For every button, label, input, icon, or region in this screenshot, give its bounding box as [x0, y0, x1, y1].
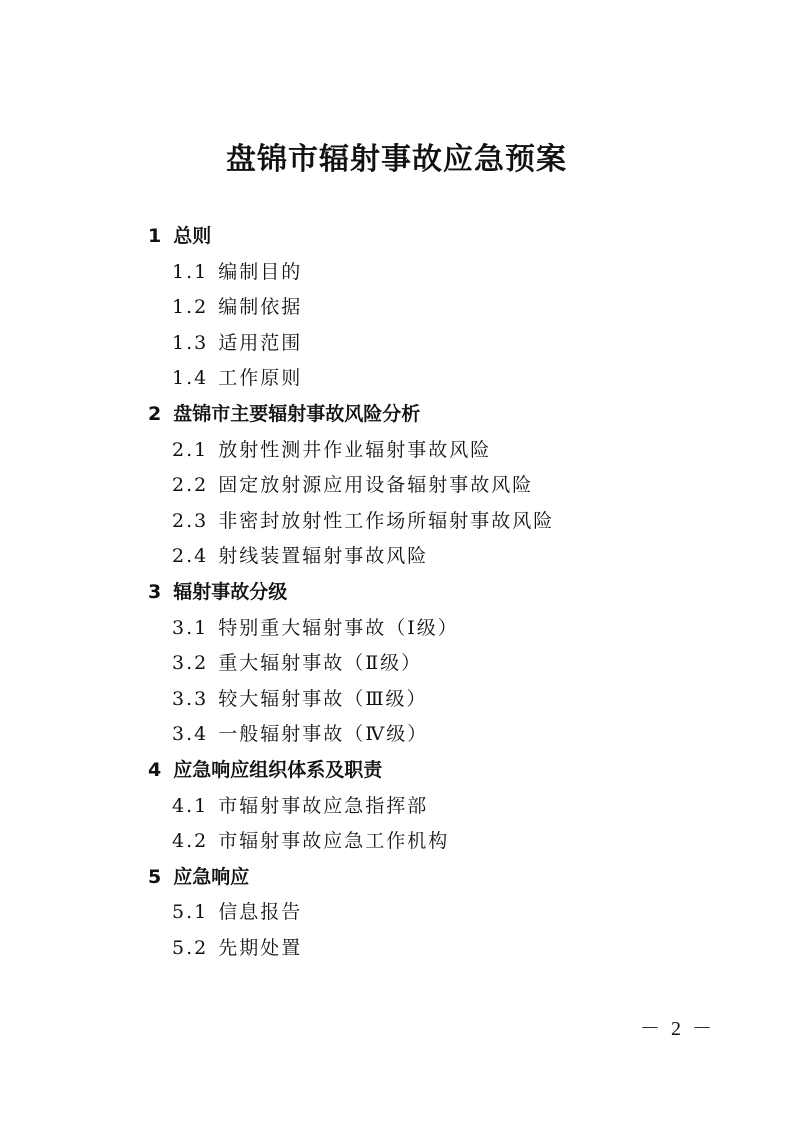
- page-number: － 2 －: [640, 1018, 715, 1040]
- toc-section-5-2: [0, 931, 793, 967]
- toc-section-label: 先期处置: [218, 936, 303, 959]
- toc-section-1-3: [0, 326, 793, 362]
- toc-section-label: 放射性测井作业辐射事故风险: [218, 438, 492, 461]
- toc-section-number: 2.1: [172, 438, 209, 461]
- toc-section-5-1: [0, 895, 793, 931]
- toc-chapter-number: 3: [148, 580, 162, 603]
- toc-chapter-5: [0, 860, 793, 896]
- toc-chapter-4: [0, 753, 793, 789]
- toc-section-2-3: [0, 504, 793, 540]
- toc-section-number: 3.4: [172, 723, 209, 746]
- table-of-contents: [0, 219, 793, 966]
- toc-section-label: 特别重大辐射事故（Ⅰ级）: [218, 616, 459, 639]
- toc-chapter-label: 辐射事故分级: [173, 580, 288, 603]
- toc-section-label: 固定放射源应用设备辐射事故风险: [218, 474, 534, 497]
- toc-section-number: 4.1: [172, 794, 209, 817]
- toc-chapter-number: 2: [148, 402, 162, 425]
- toc-chapter-3: [0, 575, 793, 611]
- toc-section-number: 2.3: [172, 509, 209, 532]
- toc-chapter-number: 4: [148, 758, 162, 781]
- toc-section-number: 2.2: [172, 474, 209, 497]
- toc-chapter-label: 应急响应: [173, 865, 250, 888]
- toc-section-1-2: [0, 290, 793, 326]
- toc-chapter-label: 应急响应组织体系及职责: [173, 758, 383, 781]
- document-title: 盘锦市辐射事故应急预案: [226, 142, 567, 177]
- toc-section-number: 1.4: [172, 367, 209, 390]
- toc-chapter-number: 5: [148, 865, 162, 888]
- toc-section-2-2: [0, 468, 793, 504]
- toc-chapter-number: 1: [148, 225, 162, 247]
- toc-section-4-1: [0, 789, 793, 825]
- toc-section-2-4: [0, 539, 793, 575]
- toc-chapter-2: [0, 397, 793, 433]
- toc-section-label: 射线装置辐射事故风险: [218, 545, 429, 568]
- toc-section-3-4: [0, 717, 793, 753]
- toc-section-3-1: [0, 611, 793, 647]
- toc-section-number: 1.2: [172, 296, 209, 319]
- toc-section-label: 较大辐射事故（Ⅲ级）: [218, 687, 428, 710]
- toc-chapter-1: [0, 219, 793, 255]
- toc-section-number: 3.1: [172, 616, 209, 639]
- toc-section-number: 1.1: [172, 260, 209, 283]
- toc-section-label: 编制目的: [218, 260, 303, 283]
- toc-section-2-1: [0, 433, 793, 469]
- toc-chapter-label: 总则: [173, 225, 212, 247]
- toc-section-label: 市辐射事故应急指挥部: [218, 794, 429, 817]
- toc-section-number: 5.1: [172, 901, 209, 924]
- toc-section-label: 非密封放射性工作场所辐射事故风险: [218, 509, 555, 532]
- toc-section-label: 一般辐射事故（Ⅳ级）: [218, 723, 429, 746]
- toc-section-label: 市辐射事故应急工作机构: [218, 830, 450, 853]
- toc-section-number: 3.2: [172, 652, 209, 675]
- toc-section-number: 3.3: [172, 687, 209, 710]
- toc-section-3-3: [0, 682, 793, 718]
- toc-chapter-label: 盘锦市主要辐射事故风险分析: [173, 402, 421, 425]
- toc-section-label: 重大辐射事故（Ⅱ级）: [218, 652, 423, 675]
- toc-section-1-4: [0, 361, 793, 397]
- toc-section-3-2: [0, 646, 793, 682]
- toc-section-label: 编制依据: [218, 296, 303, 319]
- toc-section-label: 工作原则: [218, 367, 303, 390]
- toc-section-1-1: [0, 255, 793, 291]
- toc-section-number: 5.2: [172, 936, 209, 959]
- toc-section-number: 1.3: [172, 331, 209, 354]
- toc-section-number: 2.4: [172, 545, 209, 568]
- toc-section-label: 信息报告: [218, 901, 303, 924]
- toc-section-number: 4.2: [172, 830, 209, 853]
- toc-section-label: 适用范围: [218, 331, 303, 354]
- toc-section-4-2: [0, 824, 793, 860]
